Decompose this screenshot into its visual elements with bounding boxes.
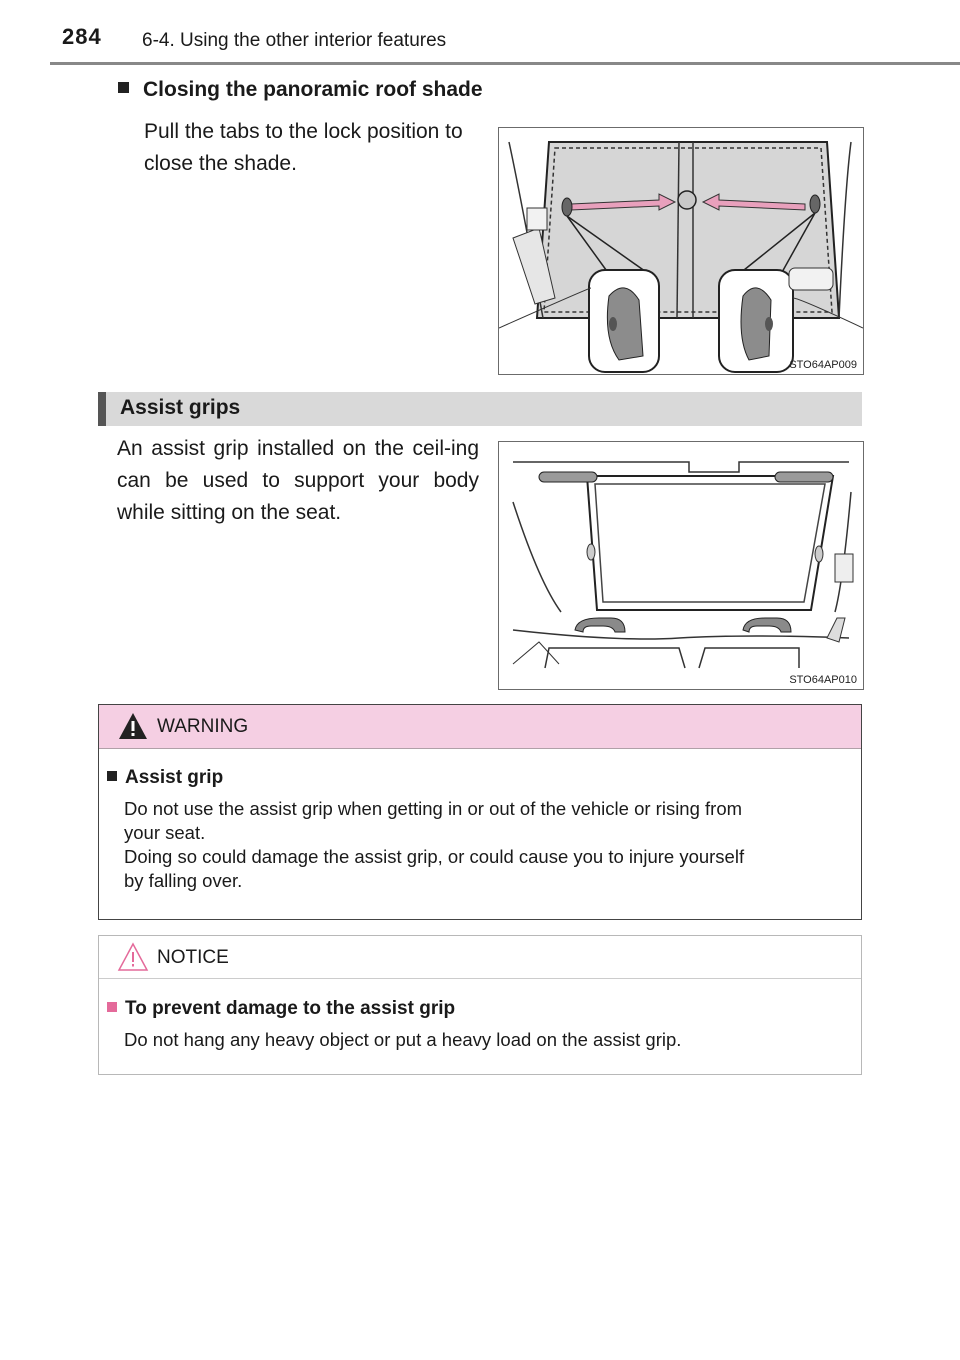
notice-title: NOTICE — [157, 947, 229, 968]
notice-header — [99, 936, 861, 979]
figure-code: STO64AP010 — [789, 674, 857, 686]
assist-grips-illustration — [499, 442, 863, 689]
warning-text — [124, 797, 852, 893]
warning-triangle-icon — [117, 711, 149, 741]
caution-triangle-icon — [117, 942, 149, 972]
warning-line: your seat. — [124, 822, 206, 843]
notice-box — [98, 935, 862, 1075]
notice-text: Do not hang any heavy object or put a heavy load on the assist grip. — [124, 1029, 682, 1050]
assist-grips-figure — [498, 441, 864, 690]
warning-title: WARNING — [157, 716, 249, 737]
page-number: 284 — [62, 24, 102, 49]
square-bullet-icon — [107, 1002, 117, 1012]
warning-header — [99, 705, 861, 749]
figure-code: STO64AP009 — [789, 359, 857, 371]
panoramic-heading-text: Closing the panoramic roof shade — [143, 78, 483, 101]
warning-box — [98, 704, 862, 920]
square-bullet-icon — [118, 82, 129, 93]
warning-item-title-text: Assist grip — [125, 767, 224, 788]
panoramic-text: Pull the tabs to the lock position to close the shade. — [144, 120, 463, 175]
square-bullet-icon — [107, 771, 117, 781]
assist-grips-heading — [98, 392, 862, 426]
assist-grips-text: An assist grip installed on the ceil-ing can be used to support your body while sitting on the seat. — [117, 437, 479, 524]
notice-item-title — [107, 998, 455, 1020]
roof-shade-illustration — [499, 128, 863, 374]
notice-item-title-text: To prevent damage to the assist grip — [125, 998, 456, 1019]
warning-item-title — [107, 767, 223, 789]
warning-line: Doing so could damage the assist grip, or could cause you to injure yourself — [124, 846, 745, 867]
assist-grips-heading-text: Assist grips — [120, 396, 241, 419]
panoramic-heading — [118, 78, 483, 102]
section-title: 6-4. Using the other interior features — [142, 30, 447, 51]
panoramic-shade-figure — [498, 127, 864, 375]
warning-line: Do not use the assist grip when getting in or out of the vehicle or rising from — [124, 798, 743, 819]
warning-line: by falling over. — [124, 870, 243, 891]
header-rule — [50, 62, 960, 65]
